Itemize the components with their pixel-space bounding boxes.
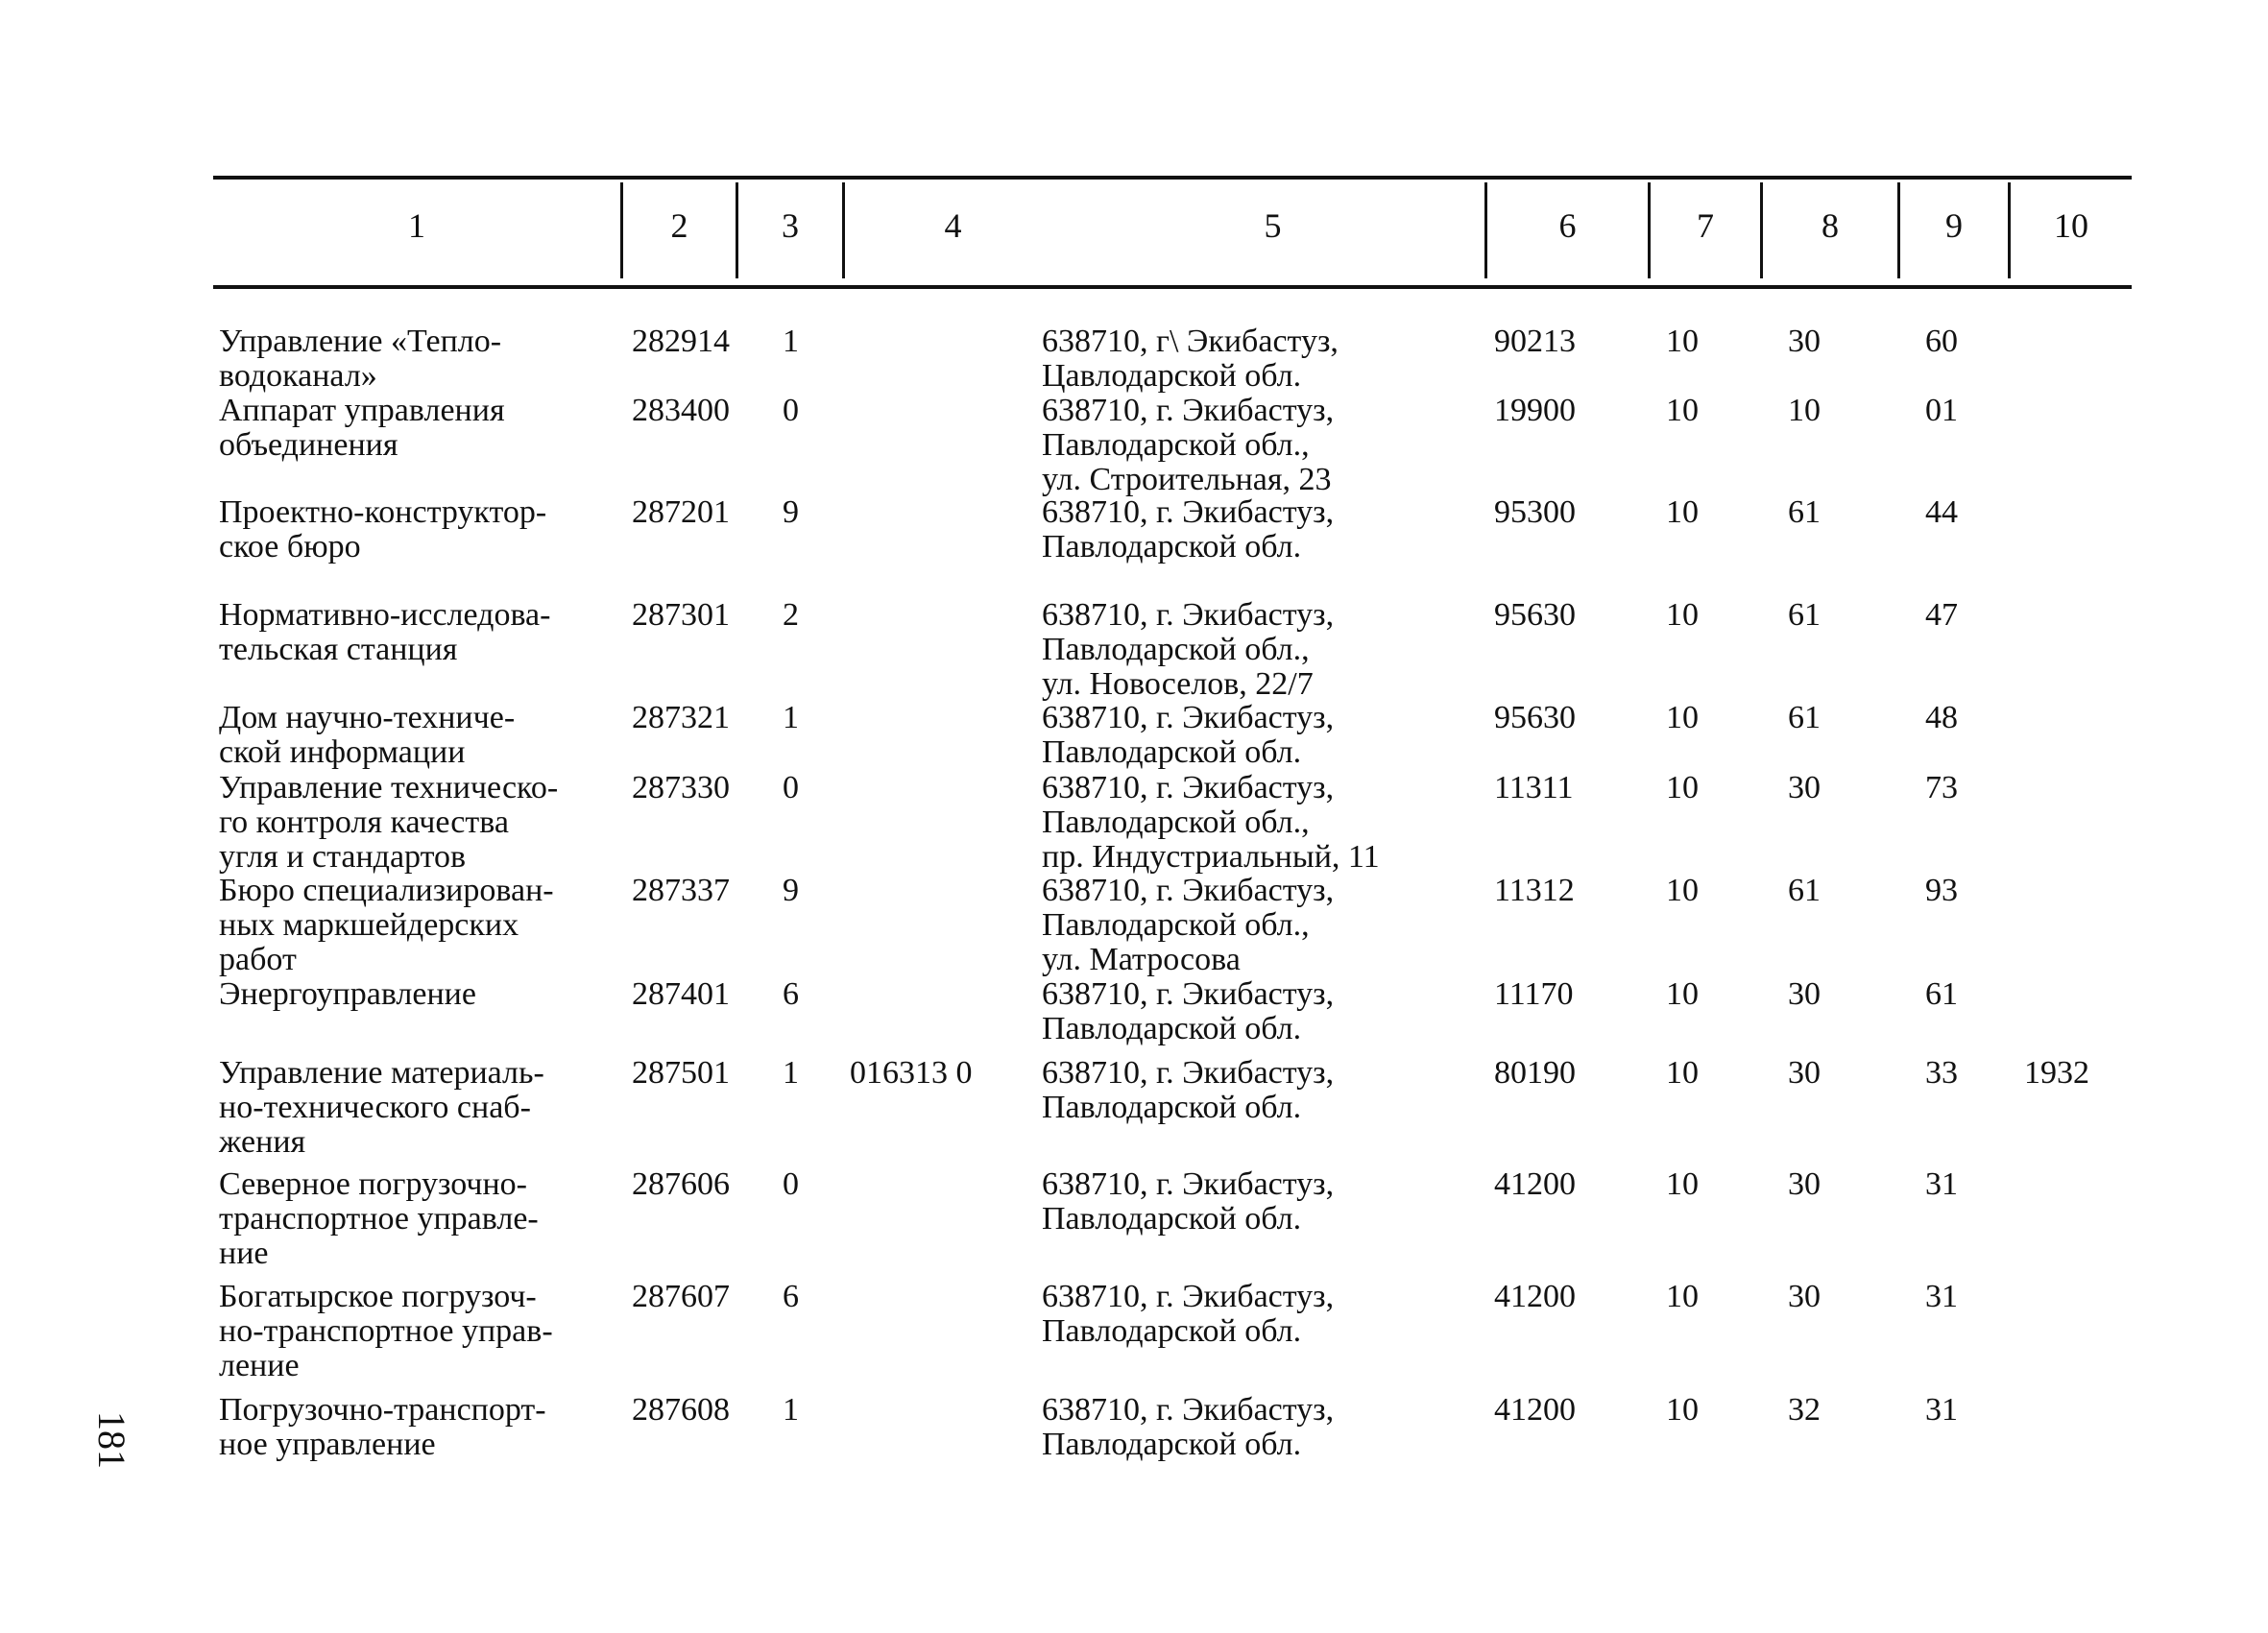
code-cell: 31	[1925, 1279, 1958, 1314]
code-cell: 32	[1788, 1392, 1821, 1428]
code-cell: 30	[1788, 1166, 1821, 1202]
address-cell: 638710, г. Экибастуз, Павлодарской обл.	[1042, 1392, 1335, 1462]
code-cell: 10	[1666, 393, 1699, 428]
column-header: 5	[1264, 206, 1282, 245]
code-cell: 10	[1666, 1279, 1699, 1314]
address-cell: 638710, г. Экибастуз, Павлодарской обл., ул. Матросова	[1042, 873, 1335, 977]
code-cell: 41200	[1494, 1392, 1576, 1428]
code-cell: 016313 0	[850, 1055, 973, 1091]
code-cell: 10	[1666, 1392, 1699, 1428]
code-cell: 10	[1666, 1166, 1699, 1202]
code-cell: 30	[1788, 976, 1821, 1012]
address-cell: 638710, г. Экибастуз, Павлодарской обл.	[1042, 976, 1335, 1046]
column-header: 9	[1945, 206, 1963, 245]
table-top-rule	[213, 176, 2132, 180]
code-cell: 93	[1925, 873, 1958, 908]
check-digit-cell: 6	[783, 1279, 799, 1314]
column-header: 10	[2054, 206, 2088, 245]
code-cell: 73	[1925, 770, 1958, 805]
organization-name: Энергоуправление	[219, 976, 476, 1012]
code-cell: 61	[1788, 873, 1821, 908]
code-cell: 10	[1666, 324, 1699, 359]
code-cell: 287501	[632, 1055, 730, 1091]
address-cell: 638710, г. Экибастуз, Павлодарской обл.	[1042, 1055, 1335, 1125]
table-header-rule	[213, 285, 2132, 289]
column-header: 7	[1697, 206, 1714, 245]
column-header: 3	[782, 206, 799, 245]
check-digit-cell: 0	[783, 393, 799, 428]
address-cell: 638710, г. Экибастуз, Павлодарской обл.	[1042, 1166, 1335, 1237]
column-header: 2	[670, 206, 688, 245]
column-header: 1	[408, 206, 425, 245]
check-digit-cell: 9	[783, 494, 799, 530]
code-cell: 10	[1666, 976, 1699, 1012]
organization-name: Бюро специализирован- ных маркшейдерских работ	[219, 873, 554, 977]
code-cell: 90213	[1494, 324, 1576, 359]
code-cell: 287608	[632, 1392, 730, 1428]
code-cell: 1932	[2024, 1055, 2089, 1091]
code-cell: 33	[1925, 1055, 1958, 1091]
code-cell: 287330	[632, 770, 730, 805]
code-cell: 287606	[632, 1166, 730, 1202]
address-cell: 638710, г. Экибастуз, Павлодарской обл., пр. Индустриальный, 11	[1042, 770, 1380, 875]
code-cell: 41200	[1494, 1166, 1576, 1202]
code-cell: 61	[1788, 597, 1821, 633]
code-cell: 10	[1666, 597, 1699, 633]
address-cell: 638710, г\ Экибастуз, Цавлодарской обл.	[1042, 324, 1339, 394]
code-cell: 282914	[632, 324, 730, 359]
address-cell: 638710, г. Экибастуз, Павлодарской обл.	[1042, 700, 1335, 770]
check-digit-cell: 1	[783, 1392, 799, 1428]
organization-name: Проектно-конструктор- ское бюро	[219, 494, 547, 564]
organization-name: Северное погрузочно- транспортное управле- ние	[219, 1166, 539, 1271]
address-cell: 638710, г. Экибастуз, Павлодарской обл., ул. Строительная, 23	[1042, 393, 1335, 497]
code-cell: 95630	[1494, 597, 1576, 633]
code-cell: 95300	[1494, 494, 1576, 530]
code-cell: 10	[1666, 873, 1699, 908]
code-cell: 31	[1925, 1392, 1958, 1428]
code-cell: 10	[1666, 494, 1699, 530]
code-cell: 30	[1788, 324, 1821, 359]
code-cell: 287321	[632, 700, 730, 735]
organization-name: Управление материаль- но-технического снаб- жения	[219, 1055, 544, 1160]
code-cell: 283400	[632, 393, 730, 428]
organization-name: Богатырское погрузоч- но-транспортное управ- ление	[219, 1279, 553, 1383]
check-digit-cell: 1	[783, 324, 799, 359]
check-digit-cell: 1	[783, 700, 799, 735]
code-cell: 31	[1925, 1166, 1958, 1202]
code-cell: 47	[1925, 597, 1958, 633]
address-cell: 638710, г. Экибастуз, Павлодарской обл.	[1042, 494, 1335, 564]
check-digit-cell: 6	[783, 976, 799, 1012]
code-cell: 30	[1788, 770, 1821, 805]
check-digit-cell: 1	[783, 1055, 799, 1091]
code-cell: 10	[1666, 700, 1699, 735]
code-cell: 30	[1788, 1279, 1821, 1314]
check-digit-cell: 0	[783, 770, 799, 805]
code-cell: 61	[1925, 976, 1958, 1012]
code-cell: 287301	[632, 597, 730, 633]
organization-name: Нормативно-исследова- тельская станция	[219, 597, 551, 667]
column-header: 6	[1558, 206, 1577, 245]
check-digit-cell: 2	[783, 597, 799, 633]
code-cell: 01	[1925, 393, 1958, 428]
organization-name: Погрузочно-транспорт- ное управление	[219, 1392, 546, 1462]
code-cell: 60	[1925, 324, 1958, 359]
check-digit-cell: 0	[783, 1166, 799, 1202]
organization-name: Аппарат управления объединения	[219, 393, 505, 463]
code-cell: 287401	[632, 976, 730, 1012]
address-cell: 638710, г. Экибастуз, Павлодарской обл.	[1042, 1279, 1335, 1349]
code-cell: 10	[1666, 770, 1699, 805]
code-cell: 287201	[632, 494, 730, 530]
organization-name: Управление «Тепло- водоканал»	[219, 324, 502, 394]
code-cell: 287337	[632, 873, 730, 908]
column-header: 4	[944, 206, 962, 245]
column-header: 8	[1822, 206, 1839, 245]
code-cell: 11312	[1494, 873, 1575, 908]
page-number: 181	[90, 1411, 133, 1469]
code-cell: 41200	[1494, 1279, 1576, 1314]
code-cell: 80190	[1494, 1055, 1576, 1091]
code-cell: 10	[1666, 1055, 1699, 1091]
address-cell: 638710, г. Экибастуз, Павлодарской обл., ул. Новоселов, 22/7	[1042, 597, 1335, 702]
code-cell: 48	[1925, 700, 1958, 735]
code-cell: 11311	[1494, 770, 1574, 805]
code-cell: 61	[1788, 700, 1821, 735]
code-cell: 30	[1788, 1055, 1821, 1091]
check-digit-cell: 9	[783, 873, 799, 908]
organization-name: Дом научно-техниче- ской информации	[219, 700, 516, 770]
code-cell: 10	[1788, 393, 1821, 428]
code-cell: 19900	[1494, 393, 1576, 428]
code-cell: 95630	[1494, 700, 1576, 735]
code-cell: 11170	[1494, 976, 1574, 1012]
organization-name: Управление техническо- го контроля качества угля и стандартов	[219, 770, 559, 875]
code-cell: 61	[1788, 494, 1821, 530]
code-cell: 44	[1925, 494, 1958, 530]
code-cell: 287607	[632, 1279, 730, 1314]
